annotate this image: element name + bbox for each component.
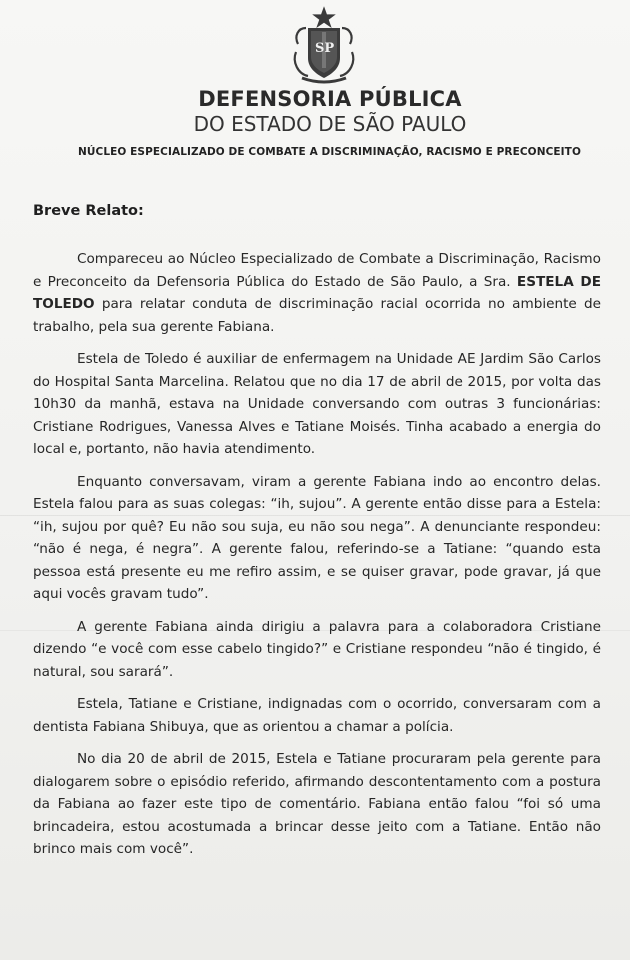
- organization-name: DEFENSORIA PÚBLICA: [198, 87, 462, 111]
- paragraph: A gerente Fabiana ainda dirigiu a palavra para a colaboradora Cristiane dizendo “e você com esse cabelo tingido?” e Cristiane respondeu “não é tingido, é natural, sou sarará”.: [33, 618, 601, 680]
- paragraph: [33, 248, 601, 338]
- organization-unit: NÚCLEO ESPECIALIZADO DE COMBATE A DISCRIMINAÇÃO, RACISMO E PRECONCEITO: [78, 146, 581, 158]
- bleed-through-text: [200, 200, 204, 214]
- state-seal-icon: [290, 6, 358, 86]
- seal-letters: SP: [315, 41, 335, 56]
- document-body: [33, 248, 601, 861]
- paragraph: No dia 20 de abril de 2015, Estela e Tatiane procuraram pela gerente para dialogarem sobre o episódio referido, afirmando descontentamento com a postura da Fabiana ao fazer este tipo de comentário. Fabiana então falou “foi só uma brincadeira, estou acostumada a brincar desse jeito com a Tatiane. Então não brinco mais com você”.: [33, 751, 601, 857]
- organization-subtitle: DO ESTADO DE SÃO PAULO: [193, 112, 467, 136]
- paragraph: Enquanto conversavam, viram a gerente Fabiana indo ao encontro delas. Estela falou para as suas colegas: “ih, sujou”. A gerente então disse para a Estela: “ih, sujou por quê? Eu não sou suja, eu não sou nega”. A denunciante respondeu: “não é nega, é negra”. A gerente falou, referindo-se a Tatiane: “quando esta pessoa está presente eu me refiro assim, e se quiser gravar, pode gravar, já que aqui vocês gravam tudo”.: [33, 473, 601, 602]
- section-heading: Breve Relato:: [33, 203, 144, 219]
- paragraph: Estela de Toledo é auxiliar de enfermagem na Unidade AE Jardim São Carlos do Hospital Santa Marcelina. Relatou que no dia 17 de abril de 2015, por volta das 10h30 da manhã, estava na Unidade conversando com outras 3 funcionárias: Cristiane Rodrigues, Vanessa Alves e Tatiane Moisés. Tinha acabado a energia do local e, portanto, não havia atendimento.: [33, 351, 601, 457]
- paragraph: Estela, Tatiane e Cristiane, indignadas com o ocorrido, conversaram com a dentista Fabiana Shibuya, que as orientou a chamar a polícia.: [33, 696, 601, 735]
- paragraph-text: para relatar conduta de discriminação racial ocorrida no ambiente de trabalho, pela sua gerente Fabiana.: [33, 296, 601, 335]
- paragraph-text: Compareceu ao Núcleo Especializado de Combate a Discriminação, Racismo e Preconceito da Defensoria Pública do Estado de São Paulo, a Sra.: [33, 251, 601, 290]
- complainant-name: ESTELA DE TOLEDO: [33, 273, 602, 312]
